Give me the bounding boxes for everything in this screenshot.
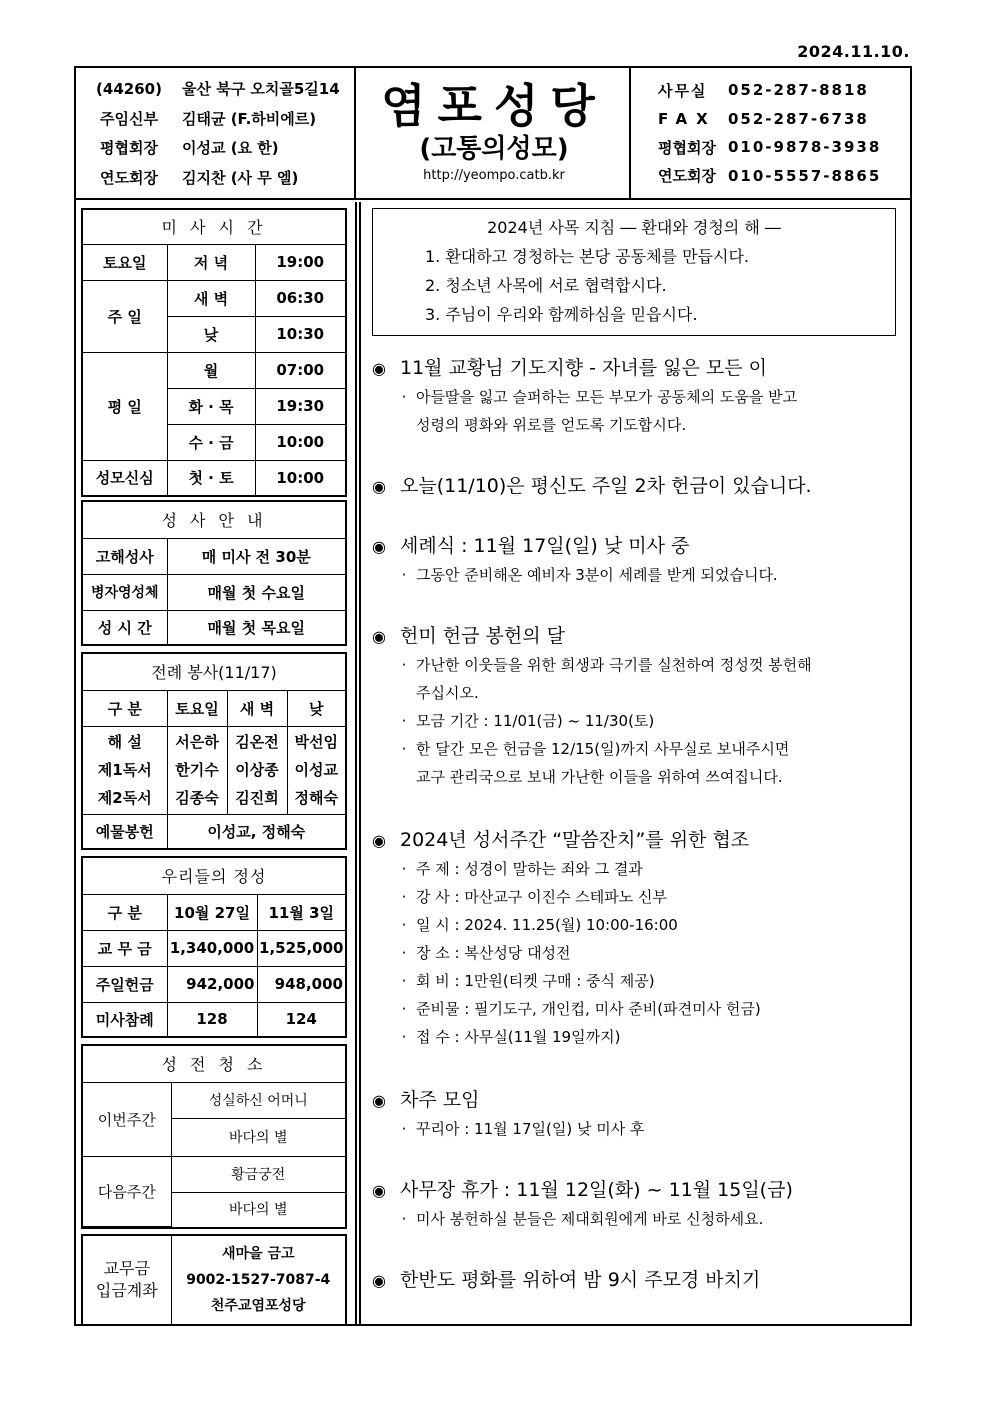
liturgy-table xyxy=(83,654,345,848)
account-label xyxy=(83,1236,171,1324)
pastoral-policy-box xyxy=(372,208,896,336)
column-divider xyxy=(355,202,361,1324)
donation-label: 교 무 금 xyxy=(83,930,167,966)
sacrament-value: 매월 첫 수요일 xyxy=(167,574,345,610)
notice-title: 헌미 헌금 봉헌의 달 xyxy=(400,625,565,647)
liturgy-title: 전례 봉사(11/17) xyxy=(83,654,345,690)
notice-line xyxy=(372,883,912,911)
offering-value: 이성교, 정해숙 xyxy=(167,814,345,848)
notice-text: 미사 봉헌하실 분들은 제대회원에게 바로 신청하세요. xyxy=(416,1210,764,1228)
council-label: 평협회장 xyxy=(100,139,158,158)
mass-times-title: 미 사 시 간 xyxy=(83,210,345,244)
prayer-row xyxy=(76,163,354,193)
notice-text: 모금 기간 : 11/01(금) ~ 11/30(토) xyxy=(416,712,655,730)
notice-text: 그동안 준비해온 예비자 3분이 세례를 받게 되었습니다. xyxy=(416,566,778,584)
notice-title: 세례식 : 11월 17일(일) 낮 미사 중 xyxy=(400,535,690,557)
notice-heading xyxy=(372,826,912,855)
donation-amount: 948,000 xyxy=(257,966,345,1002)
donation-amount: 1,525,000 xyxy=(257,930,345,966)
liturgy-role: 제1독서 xyxy=(97,761,152,779)
mass-slot: 화 · 목 xyxy=(167,388,255,424)
mass-times-table xyxy=(83,210,345,495)
notice-line xyxy=(372,735,912,763)
account-label-line: 입금계좌 xyxy=(95,1281,158,1300)
notice-baptism xyxy=(372,532,912,589)
contact-number: 052-287-8818 xyxy=(728,81,869,100)
liturgy-role: 해 설 xyxy=(107,733,142,751)
liturgy-header: 토요일 xyxy=(167,690,227,726)
notice-text: 주십시오. xyxy=(416,684,479,702)
cleaning-group: 바다의 별 xyxy=(171,1192,345,1226)
cleaning-title: 성 전 청 소 xyxy=(83,1046,345,1082)
donation-label: 미사참례 xyxy=(83,1002,167,1036)
notice-office-leave xyxy=(372,1176,912,1233)
contact-info xyxy=(634,68,910,198)
sacrament-value: 매월 첫 목요일 xyxy=(167,610,345,644)
dot-icon: · xyxy=(401,712,407,730)
notice-line xyxy=(372,383,912,411)
notice-bible-week xyxy=(372,826,912,1051)
contact-label: FAX xyxy=(658,109,717,128)
liturgy-person: 정해숙 xyxy=(294,789,338,807)
sacraments-box xyxy=(81,500,347,646)
contact-row xyxy=(634,76,910,105)
notice-line xyxy=(372,995,912,1023)
liturgy-sat-cell xyxy=(167,726,227,814)
notice-text: 일 시 : 2024. 11.25(월) 10:00-16:00 xyxy=(416,916,678,934)
contact-label: 평협회장 xyxy=(658,138,716,157)
mass-day: 토요일 xyxy=(83,244,167,280)
dot-icon: · xyxy=(401,860,407,878)
dot-icon: · xyxy=(401,1028,407,1046)
mass-time: 07:00 xyxy=(255,352,345,388)
sacrament-label: 고해성사 xyxy=(83,538,167,574)
mass-day: 평 일 xyxy=(83,352,167,460)
dot-icon: · xyxy=(401,972,407,990)
liturgy-header: 새 벽 xyxy=(227,690,287,726)
donation-label: 주일헌금 xyxy=(83,966,167,1002)
donations-header: 10월 27일 xyxy=(167,894,257,930)
notice-next-meeting xyxy=(372,1086,912,1143)
notice-laity-sunday xyxy=(372,472,912,501)
liturgy-role: 제2독서 xyxy=(97,789,152,807)
mass-time: 19:00 xyxy=(255,244,345,280)
notice-line xyxy=(372,763,912,791)
donations-header: 11월 3일 xyxy=(257,894,345,930)
notice-rice-offering xyxy=(372,622,912,791)
prayer-name: 김지찬 (사 무 엘) xyxy=(182,168,299,187)
liturgy-person: 박선임 xyxy=(294,733,338,751)
address: 울산 북구 오치골5길14 xyxy=(182,80,340,99)
sacraments-title: 성 사 안 내 xyxy=(83,502,345,538)
contact-row xyxy=(634,162,910,191)
notice-line xyxy=(372,651,912,679)
donations-box xyxy=(81,856,347,1038)
mass-time: 10:00 xyxy=(255,424,345,460)
donations-title: 우리들의 정성 xyxy=(83,858,345,894)
notice-text: 성령의 평화와 위로를 얻도록 기도합시다. xyxy=(416,416,687,434)
liturgy-person: 김진희 xyxy=(235,789,279,807)
donation-amount: 942,000 xyxy=(167,966,257,1002)
notice-line xyxy=(372,1115,912,1143)
mass-time: 10:30 xyxy=(255,316,345,352)
donation-count: 124 xyxy=(257,1002,345,1036)
contact-number: 052-287-6738 xyxy=(728,109,869,128)
account-details xyxy=(171,1236,345,1324)
notice-title: 2024년 성서주간 “말씀잔치”를 위한 협조 xyxy=(400,829,750,851)
council-row xyxy=(76,133,354,163)
notice-text: 접 수 : 사무실(11월 19일까지) xyxy=(416,1028,621,1046)
policy-item: 1. 환대하고 경청하는 본당 공동체를 만듭시다. xyxy=(425,247,749,266)
bullet-icon: ◉ xyxy=(372,1091,386,1110)
bullet-icon: ◉ xyxy=(372,359,386,378)
bullet-icon: ◉ xyxy=(372,1271,386,1290)
notice-heading xyxy=(372,354,912,383)
notice-heading xyxy=(372,622,912,651)
bullet-icon: ◉ xyxy=(372,537,386,556)
liturgy-header: 구 분 xyxy=(83,690,167,726)
notice-text: 가난한 이웃들을 위한 희생과 극기를 실천하여 정성껏 봉헌해 xyxy=(416,656,812,674)
notice-heading xyxy=(372,1266,912,1295)
parish-title: 염포성당 xyxy=(381,79,607,133)
notice-heading xyxy=(372,1086,912,1115)
account-label-line: 교무금 xyxy=(103,1259,150,1278)
liturgy-person: 한기수 xyxy=(175,761,219,779)
policy-item: 3. 주님이 우리와 함께하심을 믿읍시다. xyxy=(425,305,698,324)
notice-title: 사무장 휴가 : 11월 12일(화) ~ 11월 15일(금) xyxy=(400,1179,793,1201)
donations-header: 구 분 xyxy=(83,894,167,930)
notice-text: 준비물 : 필기도구, 개인컵, 미사 준비(파견미사 헌금) xyxy=(416,1000,761,1018)
notice-pope-intention xyxy=(372,354,912,439)
contact-row xyxy=(634,105,910,134)
notice-text: 교구 관리국으로 보내 가난한 이들을 위하여 쓰여집니다. xyxy=(416,768,783,786)
bullet-icon: ◉ xyxy=(372,1181,386,1200)
cleaning-group: 바다의 별 xyxy=(171,1118,345,1156)
bullet-icon: ◉ xyxy=(372,627,386,646)
sacraments-table xyxy=(83,502,345,644)
mass-day: 성모신심 xyxy=(83,460,167,495)
account-holder: 천주교염포성당 xyxy=(210,1298,306,1314)
notice-text: 꾸리아 : 11월 17일(일) 낮 미사 후 xyxy=(416,1120,645,1138)
dot-icon: · xyxy=(401,888,407,906)
contact-number: 010-5557-8865 xyxy=(728,166,882,185)
cleaning-box xyxy=(81,1044,347,1229)
bulletin-date: 2024.11.10. xyxy=(797,42,910,61)
parish-url[interactable]: http://yeompo.catb.kr xyxy=(423,168,565,183)
policy-title: 2024년 사목 지침 ― 환대와 경청의 해 ― xyxy=(487,218,781,237)
prayer-label: 연도회장 xyxy=(100,168,158,187)
notice-line xyxy=(372,679,912,707)
account-number: 9002-1527-7087-4 xyxy=(186,1272,331,1288)
notice-peace-prayer xyxy=(372,1266,912,1295)
notice-line xyxy=(372,911,912,939)
bulletin-frame xyxy=(74,66,912,1326)
dot-icon: · xyxy=(401,916,407,934)
notice-line xyxy=(372,855,912,883)
liturgy-box xyxy=(81,652,347,850)
liturgy-person: 서은하 xyxy=(175,733,219,751)
mass-slot: 수 · 금 xyxy=(167,424,255,460)
notice-line xyxy=(372,939,912,967)
sacrament-label: 성 시 간 xyxy=(83,610,167,644)
account-box xyxy=(81,1234,347,1326)
mass-time: 10:00 xyxy=(255,460,345,495)
donations-table xyxy=(83,858,345,1036)
bulletin-header xyxy=(76,68,910,200)
dot-icon: · xyxy=(401,740,407,758)
notice-line xyxy=(372,411,912,439)
dot-icon: · xyxy=(401,944,407,962)
pastor-row xyxy=(76,104,354,134)
donation-amount: 1,340,000 xyxy=(167,930,257,966)
bullet-icon: ◉ xyxy=(372,477,386,496)
sacrament-label: 병자영성체 xyxy=(83,574,167,610)
notice-text: 강 사 : 마산교구 이진수 스테파노 신부 xyxy=(416,888,668,906)
mass-slot: 새 벽 xyxy=(167,280,255,316)
mass-slot: 낮 xyxy=(167,316,255,352)
notice-text: 주 제 : 성경이 말하는 죄와 그 결과 xyxy=(416,860,643,878)
pastor-label: 주임신부 xyxy=(100,109,158,128)
council-name: 이성교 (요 한) xyxy=(182,139,279,158)
mass-times-box xyxy=(81,208,347,497)
contact-row xyxy=(634,133,910,162)
parish-subtitle: (고통의성모) xyxy=(419,134,569,164)
liturgy-dawn-cell xyxy=(227,726,287,814)
notice-line xyxy=(372,1023,912,1051)
notice-text: 한 달간 모은 헌금을 12/15(일)까지 사무실로 보내주시면 xyxy=(416,740,790,758)
account-table xyxy=(83,1236,345,1324)
mass-day: 주 일 xyxy=(83,280,167,352)
notice-title: 차주 모임 xyxy=(400,1089,480,1111)
dot-icon: · xyxy=(401,566,407,584)
dot-icon: · xyxy=(401,388,407,406)
dot-icon: · xyxy=(401,1120,407,1138)
mass-slot: 첫 · 토 xyxy=(167,460,255,495)
cleaning-group: 황금궁전 xyxy=(171,1156,345,1192)
cleaning-table xyxy=(83,1046,345,1227)
notice-title: 오늘(11/10)은 평신도 주일 2차 헌금이 있습니다. xyxy=(400,475,812,497)
donation-count: 128 xyxy=(167,1002,257,1036)
liturgy-day-cell xyxy=(287,726,345,814)
notice-line xyxy=(372,561,912,589)
notice-title: 11월 교황님 기도지향 - 자녀를 잃은 모든 이 xyxy=(400,357,767,379)
parish-info xyxy=(76,68,356,198)
dot-icon: · xyxy=(401,1000,407,1018)
contact-label: 연도회장 xyxy=(658,167,716,186)
address-row xyxy=(76,74,354,104)
contact-number: 010-9878-3938 xyxy=(728,138,882,157)
notice-line xyxy=(372,1205,912,1233)
bullet-icon: ◉ xyxy=(372,831,386,850)
notice-heading xyxy=(372,532,912,561)
mass-time: 19:30 xyxy=(255,388,345,424)
policy-item: 2. 청소년 사목에 서로 협력합시다. xyxy=(425,276,667,295)
notice-text: 회 비 : 1만원(티켓 구매 : 중식 제공) xyxy=(416,972,655,990)
cleaning-week: 이번주간 xyxy=(83,1082,171,1156)
notice-line xyxy=(372,707,912,735)
notice-line xyxy=(372,967,912,995)
pastor-name: 김태균 (F.하비에르) xyxy=(182,109,317,128)
notice-text: 아들딸을 잃고 슬퍼하는 모든 부모가 공동체의 도움을 받고 xyxy=(416,388,798,406)
liturgy-person: 김종숙 xyxy=(175,789,219,807)
parish-title-block xyxy=(359,68,631,198)
liturgy-person: 김온전 xyxy=(235,733,279,751)
dot-icon: · xyxy=(401,1210,407,1228)
liturgy-header: 낮 xyxy=(287,690,345,726)
notice-heading xyxy=(372,472,912,501)
liturgy-person: 이상종 xyxy=(235,761,279,779)
notice-heading xyxy=(372,1176,912,1205)
contact-label: 사무실 xyxy=(658,81,708,100)
account-bank: 새마을 금고 xyxy=(222,1246,295,1262)
sacrament-value: 매 미사 전 30분 xyxy=(167,538,345,574)
cleaning-group: 성실하신 어머니 xyxy=(171,1082,345,1118)
mass-slot: 월 xyxy=(167,352,255,388)
liturgy-role-cell xyxy=(83,726,167,814)
liturgy-person: 이성교 xyxy=(294,761,338,779)
dot-icon: · xyxy=(401,656,407,674)
offering-label: 예물봉헌 xyxy=(83,814,167,848)
mass-slot: 저 녁 xyxy=(167,244,255,280)
mass-time: 06:30 xyxy=(255,280,345,316)
notice-text: 장 소 : 복산성당 대성전 xyxy=(416,944,571,962)
notice-title: 한반도 평화를 위하여 밤 9시 주모경 바치기 xyxy=(400,1269,761,1291)
postal-code: (44260) xyxy=(96,79,162,98)
cleaning-week: 다음주간 xyxy=(83,1156,171,1226)
